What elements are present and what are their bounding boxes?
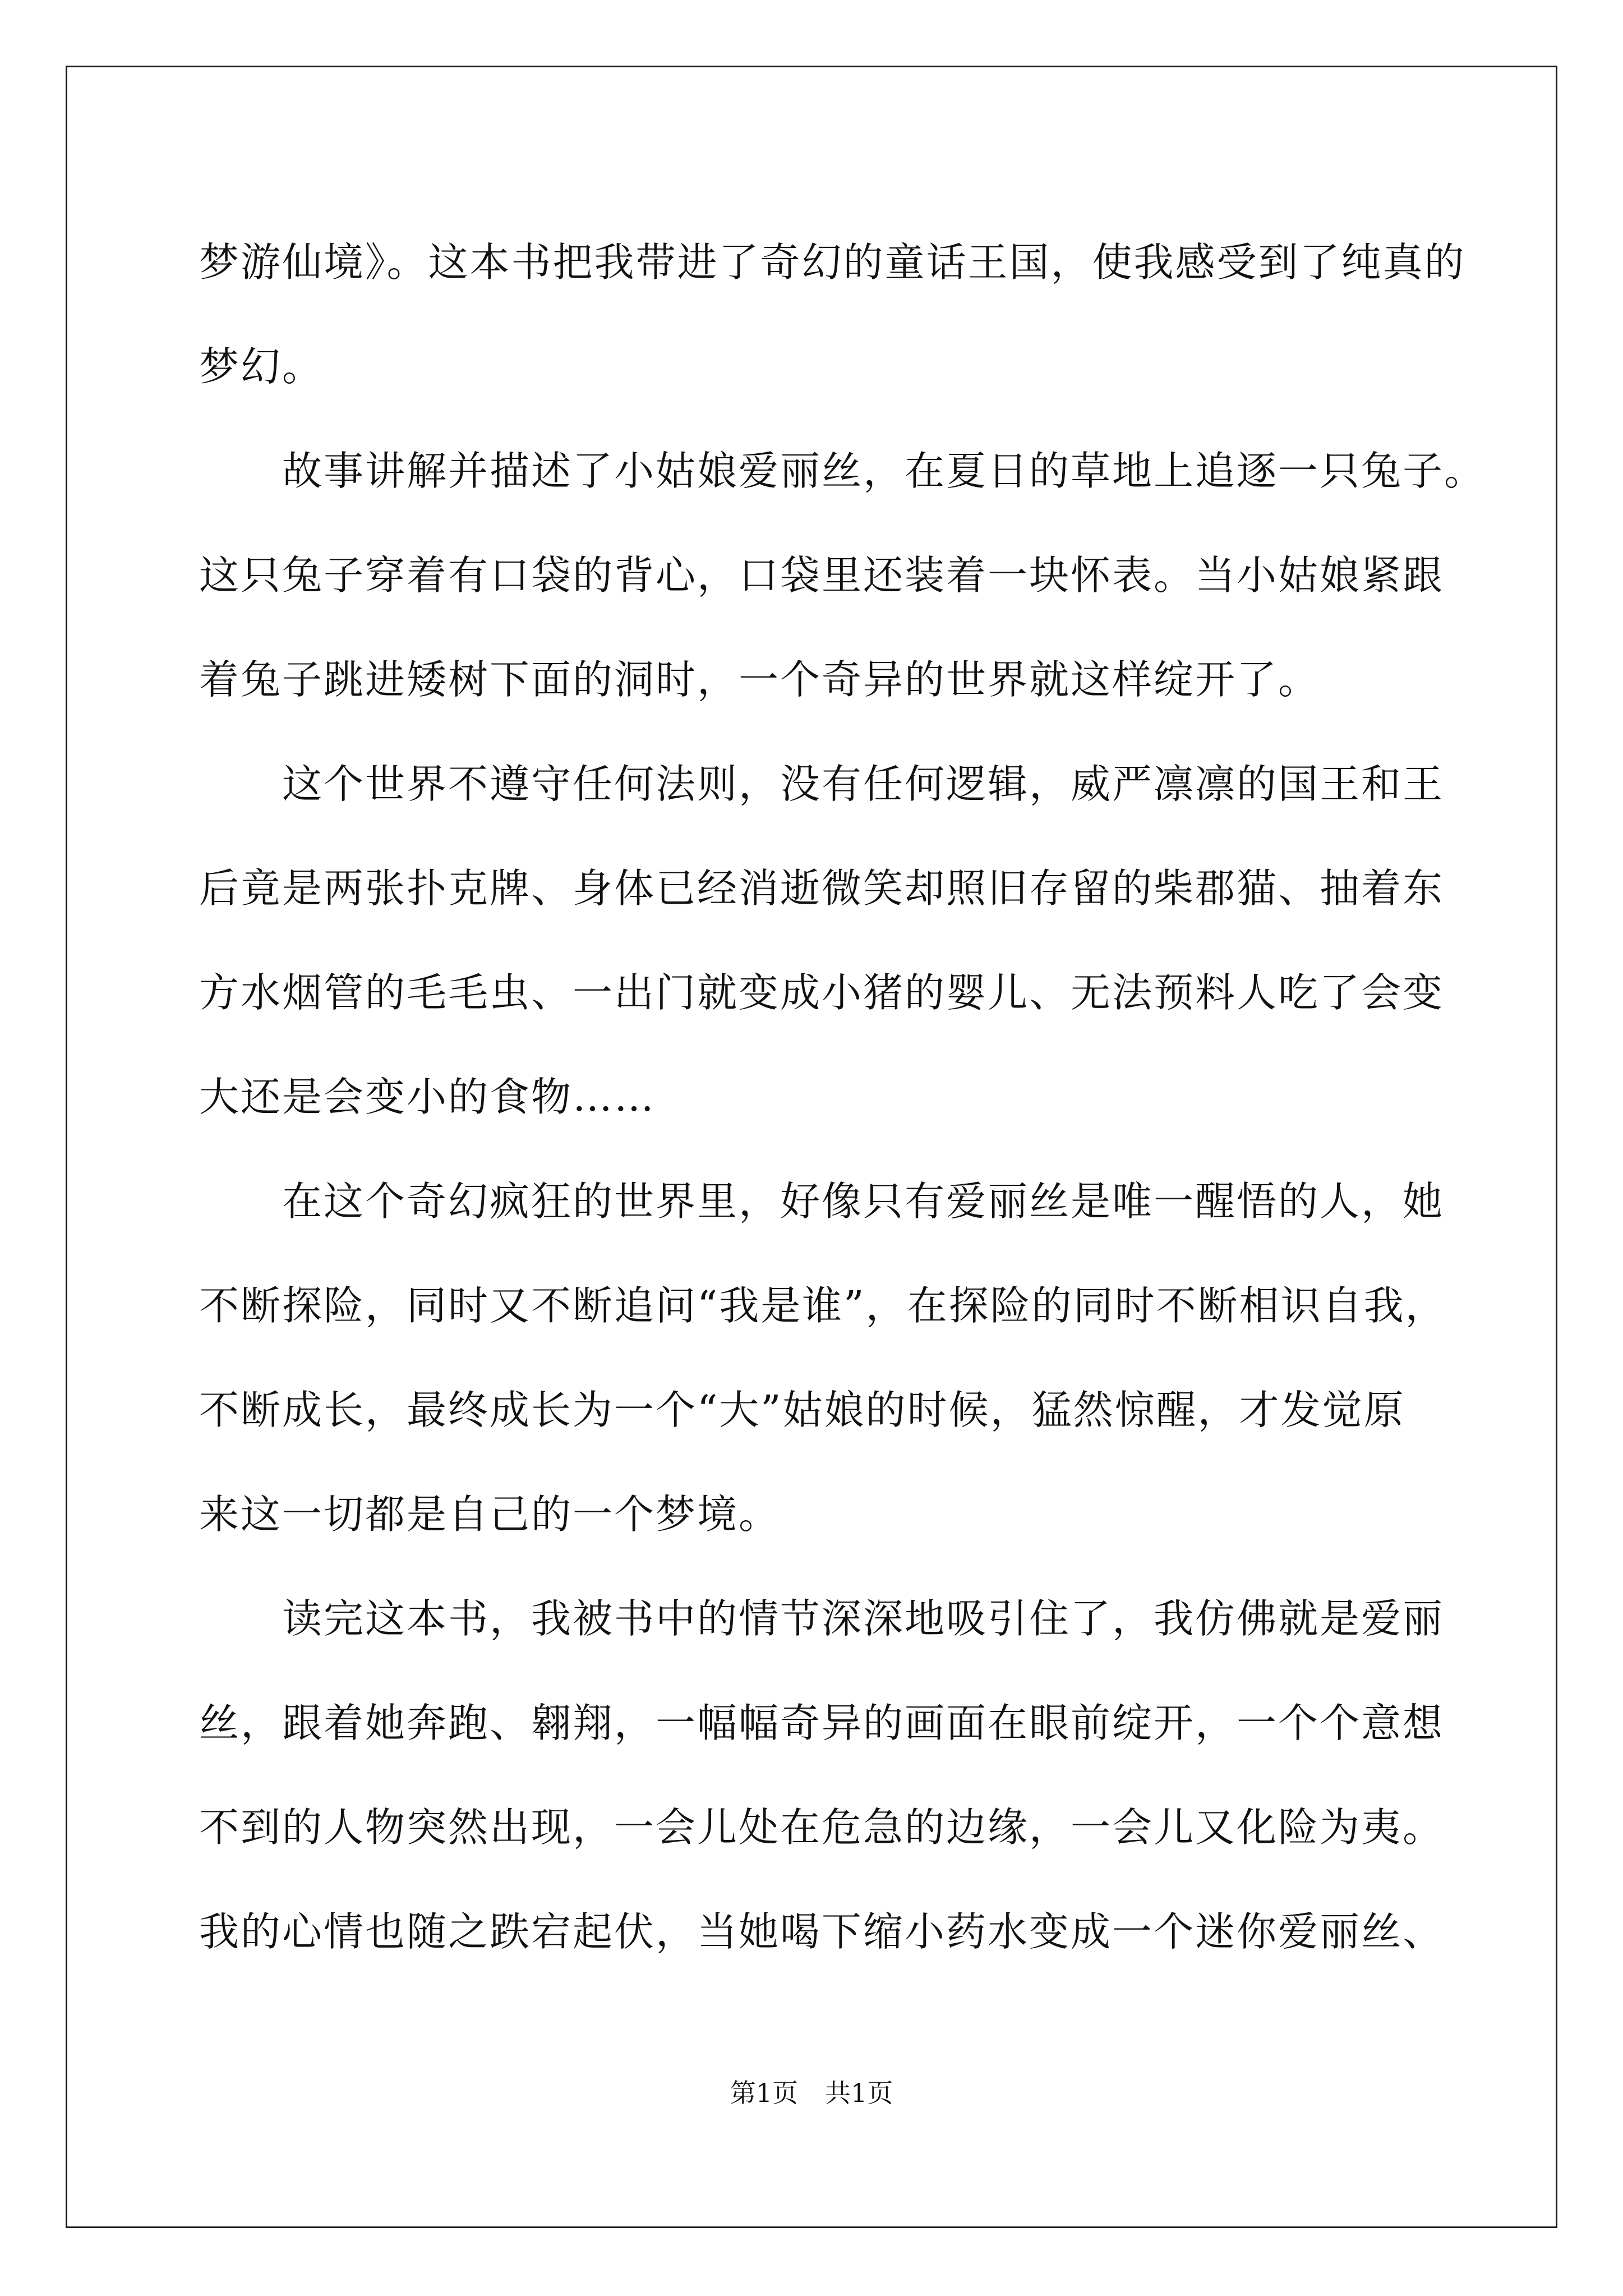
text-line-17: 我的心情也随之跌宕起伏，当她喝下缩小药水变成一个迷你爱丽丝、 bbox=[199, 1908, 1445, 1955]
text-line-16: 不到的人物突然出现，一会儿处在危急的边缘，一会儿又化险为夷。 bbox=[199, 1804, 1445, 1851]
text-line-10: 在这个奇幻疯狂的世界里，好像只有爱丽丝是唯一醒悟的人，她 bbox=[282, 1178, 1445, 1225]
text-line-11: 不断探险，同时又不断追问“我是谁”，在探险的同时不断相识自我， bbox=[199, 1282, 1447, 1329]
text-line-3: 故事讲解并描述了小姑娘爱丽丝，在夏日的草地上追逐一只兔子。 bbox=[282, 448, 1486, 494]
page-number: 第1页 bbox=[730, 2078, 798, 2108]
text-line-8: 方水烟管的毛毛虫、一出门就变成小猪的婴儿、无法预料人吃了会变 bbox=[199, 969, 1445, 1016]
text-line-15: 丝，跟着她奔跑、翱翔，一幅幅奇异的画面在眼前绽开，一个个意想 bbox=[199, 1700, 1445, 1746]
text-line-7: 后竟是两张扑克牌、身体已经消逝微笑却照旧存留的柴郡猫、抽着东 bbox=[199, 865, 1445, 912]
document-body bbox=[199, 210, 1486, 1984]
text-line-12: 不断成长，最终成长为一个“大”姑娘的时候，猛然惊醒，才发觉原 bbox=[199, 1387, 1405, 1433]
text-line-4: 这只兔子穿着有口袋的背心，口袋里还装着一块怀表。当小姑娘紧跟 bbox=[199, 552, 1445, 599]
text-line-2: 梦幻。 bbox=[199, 343, 324, 390]
text-line-14: 读完这本书，我被书中的情节深深地吸引住了，我仿佛就是爱丽 bbox=[282, 1595, 1445, 1642]
text-line-5: 着兔子跳进矮树下面的洞时，一个奇异的世界就这样绽开了。 bbox=[199, 656, 1320, 703]
text-line-9: 大还是会变小的食物…… bbox=[199, 1074, 656, 1120]
page-total: 共1页 bbox=[825, 2078, 893, 2108]
page-footer bbox=[0, 2073, 1623, 2110]
text-line-13: 来这一切都是自己的一个梦境。 bbox=[199, 1491, 781, 1538]
text-line-6: 这个世界不遵守任何法则，没有任何逻辑，威严凛凛的国王和王 bbox=[282, 761, 1445, 807]
text-line-1: 梦游仙境》。这本书把我带进了奇幻的童话王国，使我感受到了纯真的 bbox=[199, 239, 1466, 286]
